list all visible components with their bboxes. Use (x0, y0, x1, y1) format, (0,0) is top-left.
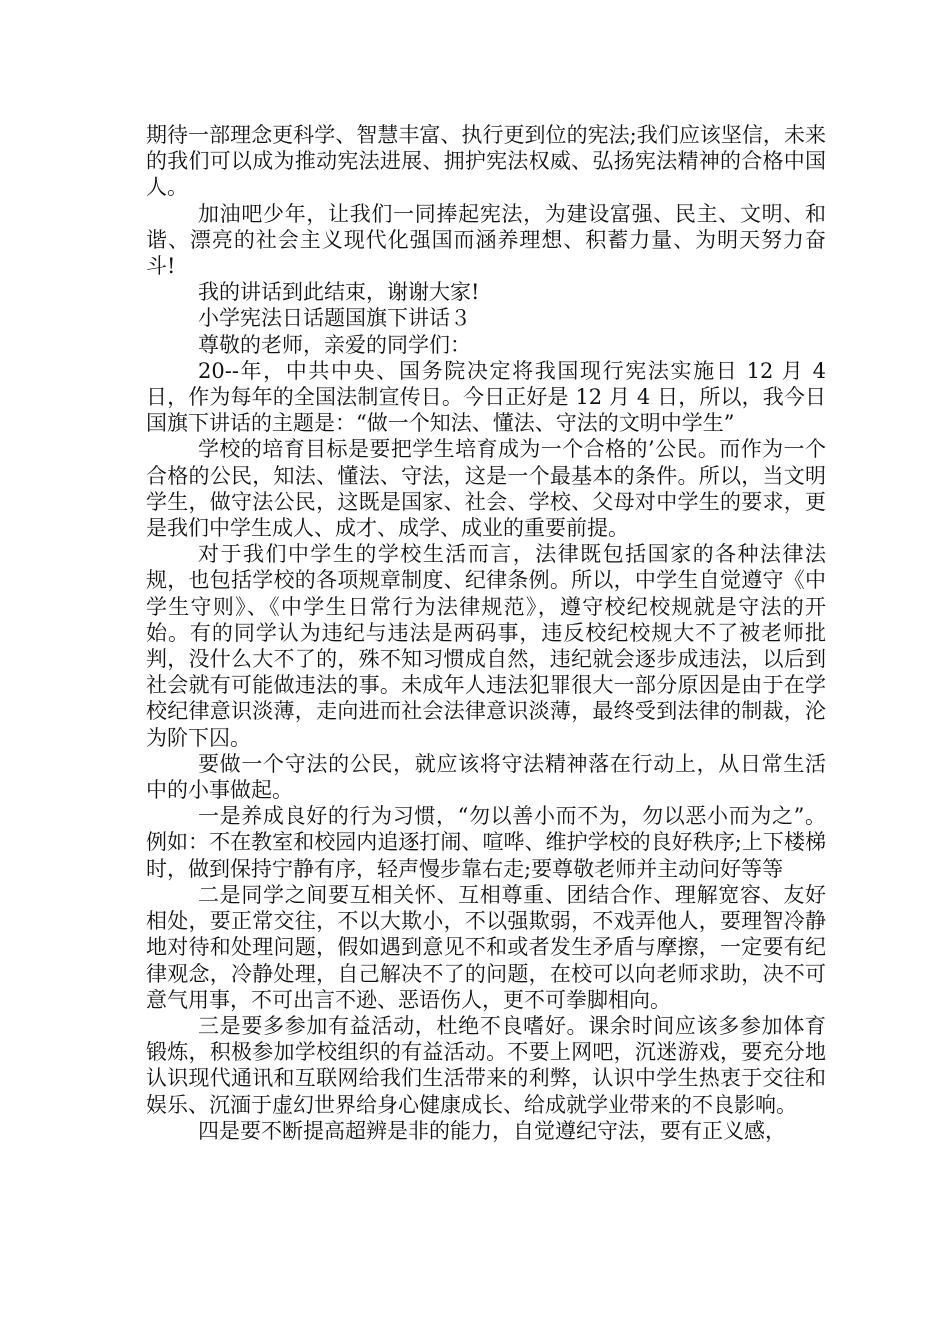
paragraph: 二是同学之间要互相关怀、互相尊重、团结合作、理解宽容、友好相处，要正常交往，不以大欺小，不以强欺弱，不戏弄他人，要理智冷静地对待和处理问题，假如遇到意见不和或者发生矛盾与摩擦，一定要有纪律观念，冷静处理，自己解决不了的问题，在校可以向老师求助，决不可意气用事，不可出言不逊、恶语伤人，更不可拳脚相向。 (146, 882, 826, 1012)
paragraph: 对于我们中学生的学校生活而言，法律既包括国家的各种法律法规，也包括学校的各项规章制度、纪律条例。所以，中学生自觉遵守《中学生守则》、《中学生日常行为法律规范》，遵守校纪校规就是守法的开始。有的同学认为违纪与违法是两码事，违反校纪校规大不了被老师批判，没什么大不了的，殊不知习惯成自然，违纪就会逐步成违法，以后到社会就有可能做违法的事。未成年人违法犯罪很大一部分原因是由于在学校纪律意识淡薄，走向进而社会法律意识淡薄，最终受到法律的制裁，沦为阶下囚。 (146, 542, 826, 750)
paragraph: 三是要多参加有益活动，杜绝不良嗜好。课余时间应该多参加体育锻炼，积极参加学校组织的有益活动。不要上网吧，沉迷游戏，要充分地认识现代通讯和互联网给我们生活带来的利弊，认识中学生热衷于交往和娱乐、沉湎于虚幻世界给身心健康成长、给成就学业带来的不良影响。 (146, 1013, 826, 1117)
paragraph: 要做一个守法的公民，就应该将守法精神落在行动上，从日常生活中的小事做起。 (146, 751, 826, 803)
paragraph: 学校的培育目标是要把学生培育成为一个合格的’公民。而作为一个合格的公民，知法、懂法、守法，这是一个最基本的条件。所以，当文明学生，做守法公民，这既是国家、社会、学校、父母对中学生的要求，更是我们中学生成人、成才、成学、成业的重要前提。 (146, 437, 826, 541)
paragraph: 我的讲话到此结束，谢谢大家! (198, 280, 480, 305)
salutation: 尊敬的老师，亲爱的同学们： (198, 332, 471, 357)
paragraph: 20--年，中共中央、国务院决定将我国现行宪法实施日 12 月 4 日，作为每年的全国法制宣传日。今日正好是 12 月 4 日，所以，我今日国旗下讲话的主题是：“做一个知法、懂法、守法的文明中学生” (146, 358, 826, 436)
document-page (146, 122, 826, 1144)
paragraph: 加油吧少年，让我们一同捧起宪法，为建设富强、民主、文明、和谐、漂亮的社会主义现代化强国而涵养理想、积蓄力量、为明天努力奋斗! (146, 201, 826, 279)
paragraph: 一是养成良好的行为习惯，“勿以善小而不为，勿以恶小而为之”。例如：不在教室和校园内追逐打闹、喧哗、维护学校的良好秩序;上下楼梯时，做到保持宁静有序，轻声慢步靠右走;要尊敬老师并主动问好等等 (146, 804, 826, 881)
paragraph: 四是要不断提高超辨是非的能力，自觉遵纪守法，要有正义感， (198, 1118, 786, 1143)
paragraph: 期待一部理念更科学、智慧丰富、执行更到位的宪法;我们应该坚信，未来的我们可以成为推动宪法进展、拥护宪法权威、弘扬宪法精神的合格中国人。 (146, 123, 826, 200)
section-heading: 小学宪法日话题国旗下讲话３ (198, 306, 471, 331)
